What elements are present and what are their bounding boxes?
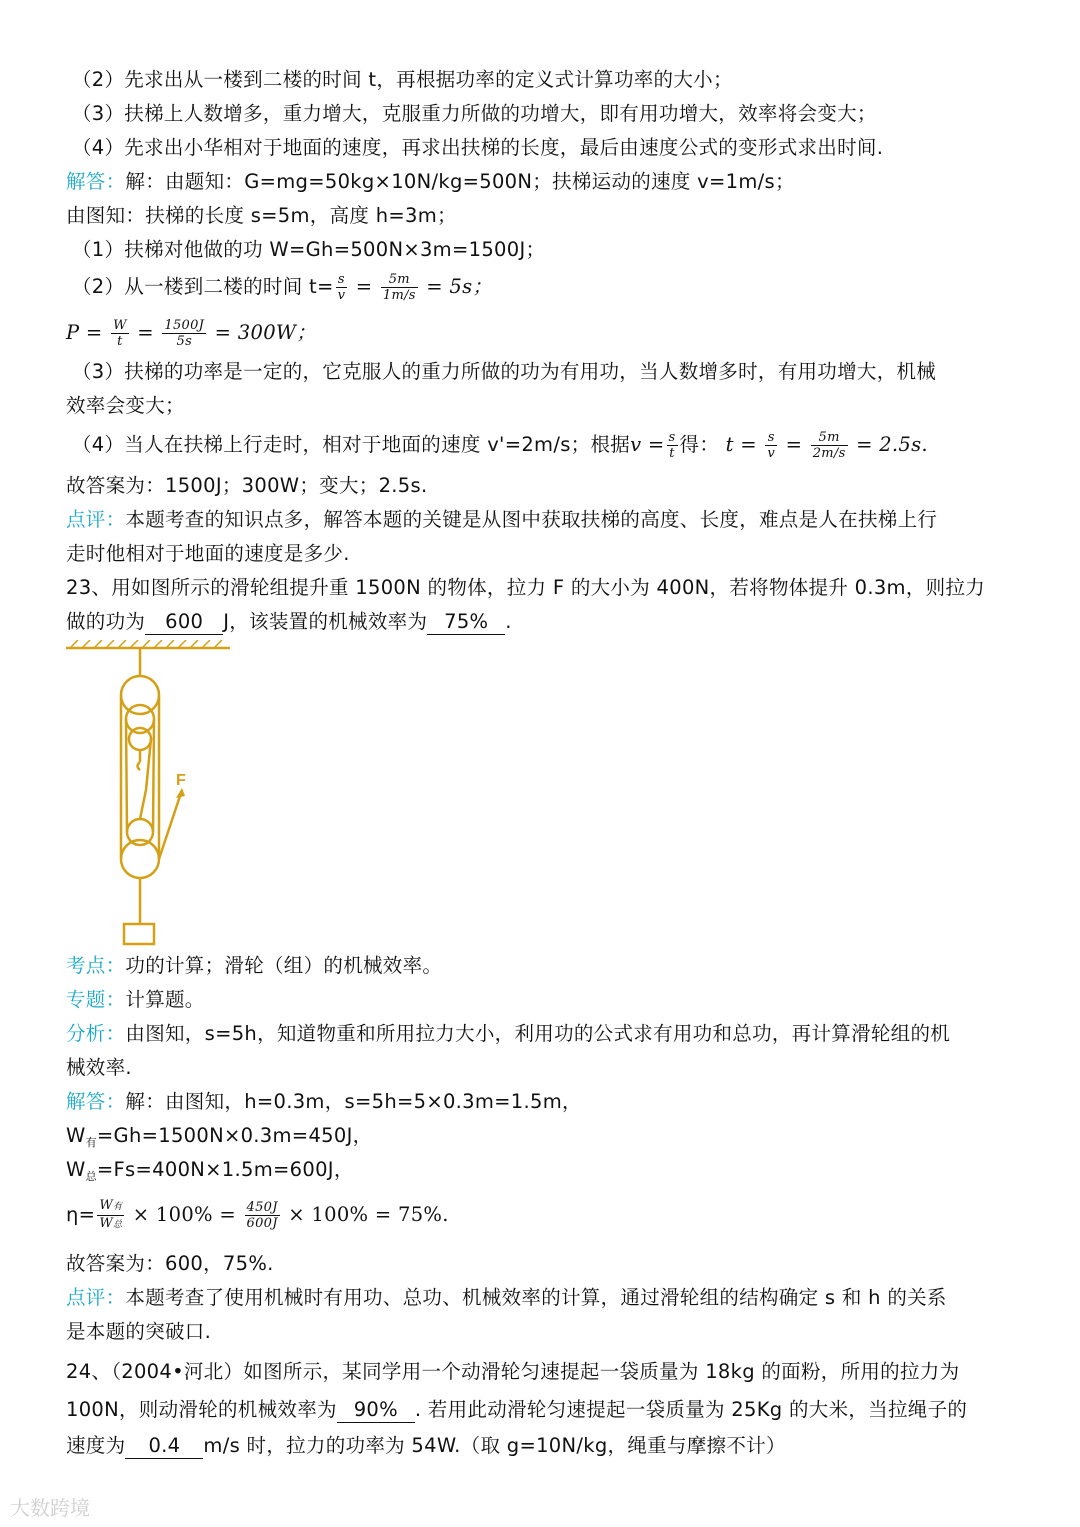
text: =Gh=1500N×0.3m=450J， [96, 1124, 373, 1147]
comment-text: 本题考查的知识点多，解答本题的关键是从图中获取扶梯的高度、长度，难点是人在扶梯上行 [125, 508, 938, 531]
denominator: 600J [246, 1216, 278, 1231]
topic-line [66, 986, 1020, 1014]
fraction-s-over-t [667, 430, 678, 461]
text: 速度为 [66, 1434, 126, 1457]
fraction-450j-over-600j [245, 1200, 280, 1231]
fixed-pulley-top [121, 676, 159, 714]
numerator: 5m [811, 430, 848, 446]
denominator: 5s [176, 334, 193, 349]
fraction-5m-over-2ms [811, 430, 848, 461]
subscript: 总 [112, 1220, 123, 1230]
comment-text: 本题考查了使用机械时有用功、总功、机械效率的计算，通过滑轮组的结构确定 s 和 h 的关系 [125, 1286, 947, 1309]
topic-tag: 专题： [66, 988, 126, 1011]
rope-inner-link [140, 790, 146, 819]
times-100: × 100% = [132, 1203, 237, 1226]
denominator: 2m/s [812, 446, 846, 461]
equals: = [355, 275, 373, 298]
efficiency-formula-line [66, 1198, 1020, 1233]
denominator [97, 1216, 124, 1233]
subscript: 有 [112, 1202, 123, 1212]
solution-line-1 [66, 168, 1020, 196]
text: 100N，则动滑轮的机械效率为 [66, 1398, 337, 1421]
result: = 2.5s. [856, 433, 928, 456]
solution-text: 解：由图知，h=0.3m，s=5h=5×0.3m=1.5m， [125, 1090, 582, 1113]
answer-line: 故答案为：1500J；300W；变大；2.5s. [66, 474, 428, 497]
text: （4）当人在扶梯上行走时，相对于地面的速度 v'=2m/s；根据 [72, 433, 631, 456]
subscript: 总 [85, 1170, 97, 1183]
answer-blank-work: 600 [145, 610, 223, 635]
comment-line-1 [66, 506, 1020, 534]
load-box [124, 924, 154, 944]
question-24-line-2 [66, 1396, 1020, 1424]
pull-rope [159, 790, 182, 859]
numerator: s [765, 430, 777, 446]
w-symbol: W [99, 1198, 113, 1213]
hook-curve [138, 762, 141, 770]
useful-work-line [66, 1122, 1020, 1157]
numerator: W [113, 318, 127, 333]
solution-tag: 解答： [66, 170, 126, 193]
analysis-tag: 分析： [66, 1022, 126, 1045]
text: 做的功为 [66, 610, 146, 633]
text: 得： [679, 433, 720, 456]
text: J，该装置的机械效率为 [223, 610, 428, 633]
solution-text: 解：由题知：G=mg=50kg×10N/kg=500N；扶梯运动的速度 v=1m/s； [125, 170, 795, 193]
text: . [505, 610, 512, 633]
w-symbol: W [66, 1124, 86, 1147]
watermark: 大数跨境 [10, 1496, 90, 1520]
question-24-line-3 [66, 1432, 1020, 1460]
solution-line-8 [72, 430, 1020, 461]
comment-tag: 点评： [66, 1286, 126, 1309]
result: × 100% = 75%. [288, 1203, 449, 1226]
w-symbol: W [66, 1158, 86, 1181]
pulley-system-diagram [64, 640, 234, 950]
analysis-step-3: （3）扶梯上人数增多，重力增大，克服重力所做的功增大，即有用功增大，效率将会变大； [72, 102, 877, 125]
denominator: v [337, 288, 346, 303]
question-23-line-1: 23、用如图所示的滑轮组提升重 1500N 的物体，拉力 F 的大小为 400N，若将物体提升 0.3m，则拉力 [66, 576, 986, 599]
subscript: 有 [85, 1136, 97, 1149]
text: m/s 时，拉力的功率为 54W.（取 g=10N/kg，绳重与摩擦不计） [203, 1434, 786, 1457]
analysis-line-1 [66, 1020, 1020, 1048]
result: = 300W； [214, 321, 317, 344]
fraction-s-over-v [336, 272, 348, 303]
comment2-line-2: 是本题的突破口. [66, 1320, 212, 1343]
numerator [97, 1198, 124, 1216]
answer-blank-speed: 0.4 [125, 1434, 203, 1459]
fraction-1500j-over-5s [162, 318, 206, 349]
denominator: 1m/s [382, 288, 416, 303]
power-symbol: P = [66, 321, 103, 344]
numerator: 450J [246, 1200, 278, 1215]
comment-line-2: 走时他相对于地面的速度是多少. [66, 542, 350, 565]
analysis-line-2: 械效率. [66, 1056, 132, 1079]
numerator: 1500J [164, 318, 205, 333]
total-work-line [66, 1156, 1020, 1191]
question-24-line-1: 24、（2004•河北）如图所示，某同学用一个动滑轮匀速提起一袋质量为 18kg 的面粉，所用的拉力为 [66, 1360, 960, 1383]
t-symbol: t = [725, 433, 757, 456]
fraction-s-over-v [765, 430, 777, 461]
numerator: s [668, 430, 676, 445]
equals: = [137, 321, 154, 344]
question-23-line-2 [66, 608, 1020, 636]
key-points-tag: 考点： [66, 954, 126, 977]
w-symbol: W [99, 1216, 113, 1231]
text: （2）从一楼到二楼的时间 t= [72, 275, 334, 298]
fraction-5m-over-1ms [381, 272, 418, 303]
topic-text: 计算题。 [125, 988, 205, 1011]
text: =Fs=400N×1.5m=600J， [96, 1158, 354, 1181]
fraction-w-over-t [111, 318, 129, 349]
denominator: t [669, 446, 675, 461]
solution-line-6: （3）扶梯的功率是一定的，它克服人的重力所做的功为有用功，当人数增多时，有用功增大，机械 [72, 360, 937, 383]
solution-line-4 [72, 272, 1020, 303]
answer-blank-efficiency: 90% [337, 1398, 415, 1423]
comment-tag: 点评： [66, 508, 126, 531]
rope-inner-left [126, 719, 127, 832]
analysis-step-4: （4）先求出小华相对于地面的速度，再求出扶梯的长度，最后由速度公式的变形式求出时间. [72, 136, 884, 159]
key-points-text: 功的计算；滑轮（组）的机械效率。 [125, 954, 443, 977]
solution-line-7: 效率会变大； [66, 394, 185, 417]
answer2-line: 故答案为：600，75%. [66, 1252, 274, 1275]
numerator: s [336, 272, 348, 288]
comment2-line-1 [66, 1284, 1020, 1312]
solution-line-2: 由图知：扶梯的长度 s=5m，高度 h=3m； [66, 204, 457, 227]
force-arrow-icon [176, 788, 185, 798]
denominator: t [117, 334, 123, 349]
solution-line-3: （1）扶梯对他做的功 W=Gh=500N×3m=1500J； [72, 238, 546, 261]
force-label: F [176, 772, 186, 789]
numerator: 5m [381, 272, 418, 288]
result: = 5s； [426, 275, 493, 298]
solution-tag: 解答： [66, 1090, 126, 1113]
analysis-text: 由图知，s=5h，知道物重和所用拉力大小，利用功的公式求有用功和总功，再计算滑轮组的机 [125, 1022, 951, 1045]
v-symbol: v = [630, 433, 665, 456]
key-points-line [66, 952, 1020, 980]
eta-symbol: η= [66, 1203, 96, 1226]
solution2-line-1 [66, 1088, 1020, 1116]
fraction-wy-over-wz [97, 1198, 124, 1233]
equals: = [785, 433, 803, 456]
analysis-step-2: （2）先求出从一楼到二楼的时间 t，再根据功率的定义式计算功率的大小； [72, 68, 733, 91]
answer-blank-efficiency: 75% [427, 610, 505, 635]
fixed-pulley-inner [129, 728, 151, 750]
text: . 若用此动滑轮匀速提起一袋质量为 25Kg 的大米，当拉绳子的 [414, 1398, 968, 1421]
rope-inner-right [153, 719, 154, 832]
denominator: v [767, 446, 776, 461]
power-formula-line [66, 318, 1020, 349]
